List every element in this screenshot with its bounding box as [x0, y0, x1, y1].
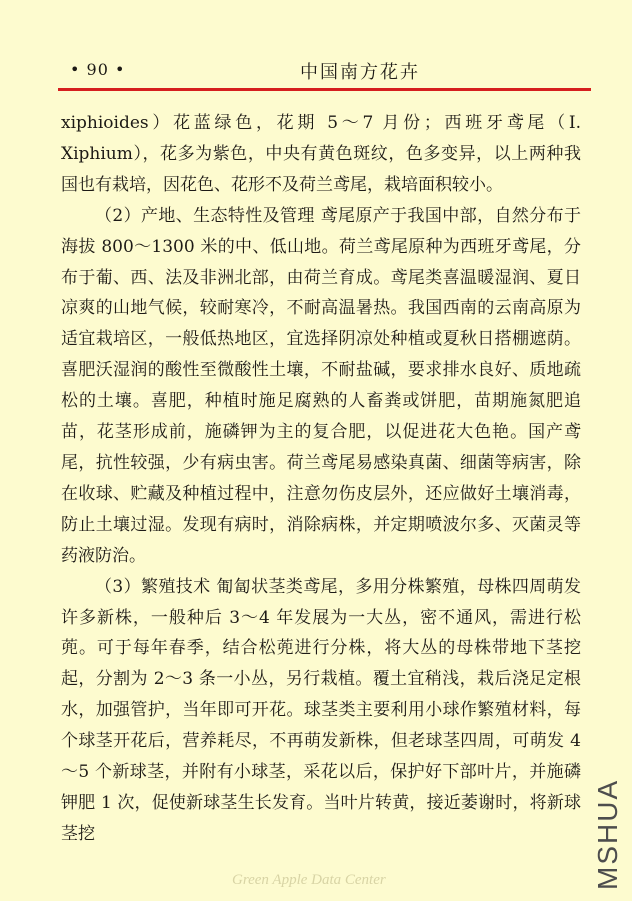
- book-title: 中国南方花卉: [300, 62, 420, 83]
- header-rule: [58, 88, 591, 91]
- paragraph-propagation: （3）繁殖技术 匍匐状茎类鸢尾，多用分株繁殖，母株四周萌发许多新株，一般种后 3～4 年发展为一大丛，密不通风，需进行松蔸。可于每年春季，结合松蔸进行分株，将大丛的母株带地下茎挖起，分割为 2～3 条一小丛，另行栽植。覆土宜稍浅，栽后浇足定根水，加强管护，当年即可开花。球茎类主要利用小球作繁殖材料，每个球茎开花后，营养耗尽，不再萌发新株，但老球茎四周，可萌发 4～5 个新球茎，并附有小球茎，采花以后，保护好下部叶片，并施磷钾肥 1 次，促使新球茎生长发育。当叶片转黄，接近萎谢时，将新球茎挖: [61, 576, 581, 844]
- footer-watermark: Green Apple Data Center: [232, 872, 386, 888]
- paragraph-habitat-management: （2）产地、生态特性及管理 鸢尾原产于我国中部，自然分布于海拔 800～1300 米的中、低山地。荷兰鸢尾原种为西班牙鸢尾，分布于葡、西、法及非洲北部，由荷兰育成。鸢尾类喜温暖湿润、夏日凉爽的山地气候，较耐寒冷，不耐高温暑热。我国西南的云南高原为适宜栽培区，一般低热地区，宜选择阴凉处种植或夏秋日搭棚遮荫。喜肥沃湿润的酸性至微酸性土壤，不耐盐碱，要求排水良好、质地疏松的土壤。喜肥，种植时施足腐熟的人畜粪或饼肥，苗期施氮肥追苗，花茎形成前，施磷钾为主的复合肥，以促进花大色艳。国产鸢尾，抗性较强，少有病虫害。荷兰鸢尾易感染真菌、细菌等病害，除在收球、贮藏及种植过程中，注意勿伤皮层外，还应做好土壤消毒，防止土壤过湿。发现有病时，消除病株，并定期喷波尔多、灭菌灵等药液防治。: [61, 205, 581, 566]
- paragraph-continuation: xiphioides）花蓝绿色，花期 5～7 月份；西班牙鸢尾（I. Xiphium），花多为紫色，中央有黄色斑纹，色多变异，以上两种我国也有栽培，因花色、花形不及荷兰鸢尾，栽培面积较小。: [61, 113, 581, 195]
- side-watermark: MSHUA: [592, 778, 623, 890]
- page-number: • 90 •: [70, 60, 126, 79]
- page-body: [61, 108, 581, 850]
